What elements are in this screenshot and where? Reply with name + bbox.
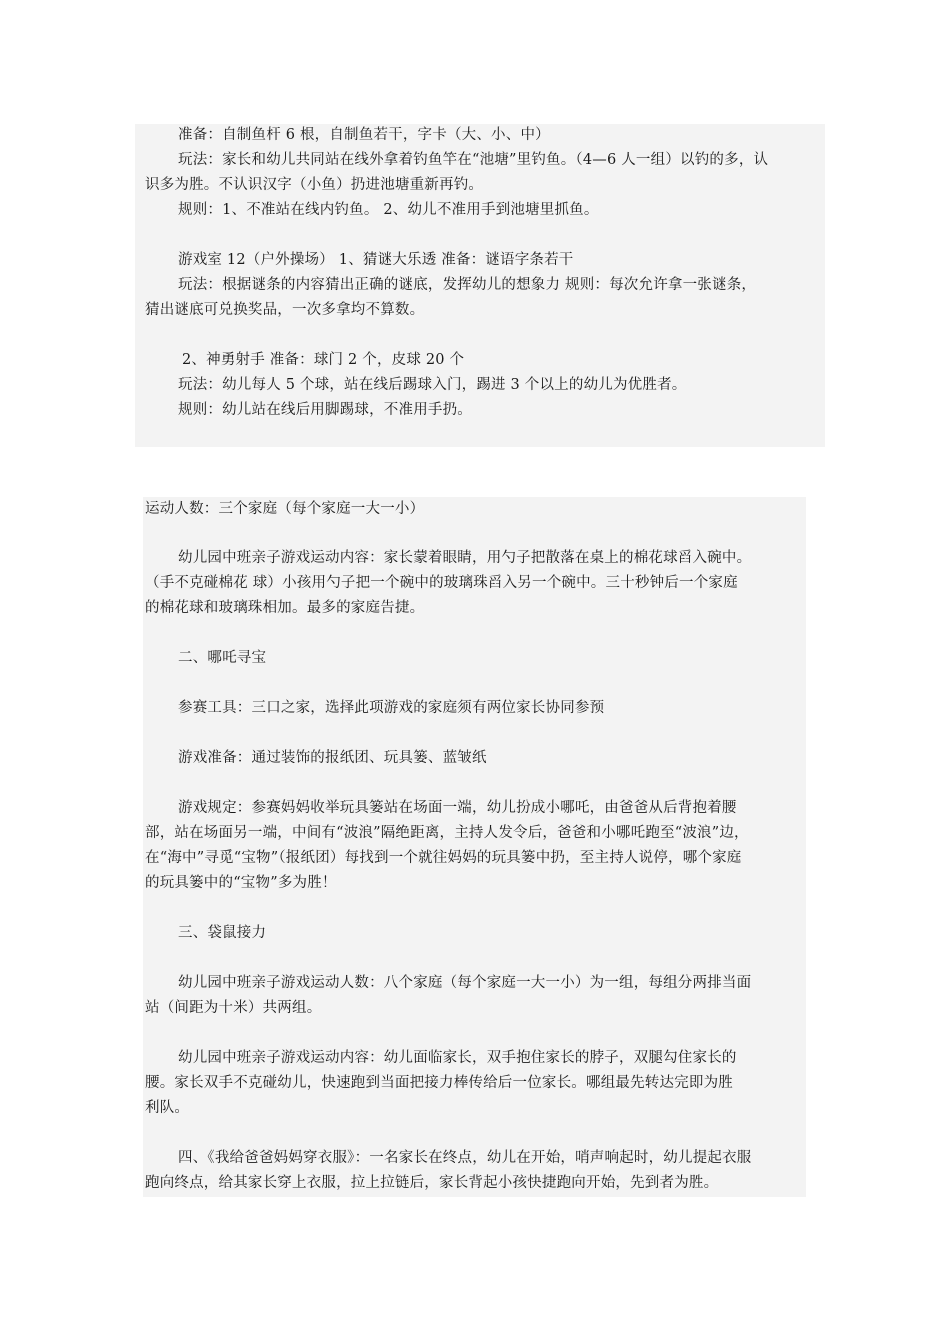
dress-game-line: 四、《我给爸爸妈妈穿衣服》：一名家长在终点，幼儿在开始，哨声响起时，幼儿提起衣服 (178, 1150, 752, 1166)
tools-line: 参赛工具：三口之家，选择此项游戏的家庭须有两位家长协同参预 (178, 700, 605, 716)
game-room-heading: 游戏室 12（户外操场） 1、猜谜大乐透 准备：谜语字条若干 (178, 252, 574, 268)
game-rules-line-cont: 的玩具篓中的“宝物”多为胜！ (145, 875, 337, 891)
dress-game-line-cont: 跑向终点，给其家长穿上衣服，拉上拉链后，家长背起小孩快捷跑向开始，先到者为胜。 (145, 1175, 719, 1191)
section-heading-nezha: 二、哪吒寻宝 (178, 650, 267, 666)
section-heading-kangaroo: 三、袋鼠接力 (178, 925, 267, 941)
kangaroo-content-line-cont: 腰。家长双手不克碰幼儿，快速跑到当面把接力棒传给后一位家长。哪组最先转达完即为胜 (145, 1075, 733, 1091)
kangaroo-participants-line: 幼儿园中班亲子游戏运动人数：八个家庭（每个家庭一大一小）为一组，每组分两排当面 (178, 975, 752, 991)
play-line-cont: 识多为胜。不认识汉字（小鱼）扔进池塘重新再钓。 (145, 177, 484, 193)
prep-line: 准备：自制鱼杆 6 根，自制鱼若干，字卡（大、小、中） (178, 127, 550, 143)
game-prep-line: 游戏准备：通过装饰的报纸团、玩具篓、蓝皱纸 (178, 750, 487, 766)
shooter-heading: 2、神勇射手 准备：球门 2 个，皮球 20 个 (182, 352, 465, 368)
shooter-rules-line: 规则：幼儿站在线后用脚踢球，不准用手扔。 (178, 402, 472, 418)
content-line: 幼儿园中班亲子游戏运动内容：家长蒙着眼睛，用勺子把散落在桌上的棉花球舀入碗中。 (178, 550, 752, 566)
game-rules-line-cont: 在“海中”寻觅“宝物”（报纸团）每找到一个就往妈妈的玩具篓中扔，至主持人说停，哪个家庭 (145, 850, 742, 866)
content-line-cont: （手不克碰棉花 球）小孩用勺子把一个碗中的玻璃珠舀入另一个碗中。三十秒钟后一个家庭 (145, 575, 738, 591)
kangaroo-content-line-cont: 利队。 (145, 1100, 190, 1116)
riddle-play-line-cont: 猜出谜底可兑换奖品，一次多拿均不算数。 (145, 302, 425, 318)
kangaroo-participants-line-cont: 站（间距为十米）共两组。 (145, 1000, 322, 1016)
participants-line: 运动人数：三个家庭（每个家庭一大一小） (145, 501, 425, 517)
game-rules-line-cont: 部，站在场面另一端，中间有“波浪”隔绝距离，主持人发令后，爸爸和小哪吒跑至“波浪”边， (145, 825, 749, 841)
game-rules-line: 游戏规定：参赛妈妈收举玩具篓站在场面一端，幼儿扮成小哪吒，由爸爸从后背抱着腰 (178, 800, 737, 816)
shooter-play-line: 玩法：幼儿每人 5 个球，站在线后踢球入门，踢进 3 个以上的幼儿为优胜者。 (178, 377, 687, 393)
kangaroo-content-line: 幼儿园中班亲子游戏运动内容：幼儿面临家长，双手抱住家长的脖子，双腿勾住家长的 (178, 1050, 737, 1066)
content-line-cont: 的棉花球和玻璃珠相加。最多的家庭告捷。 (145, 600, 425, 616)
rules-line: 规则：1、不准站在线内钓鱼。 2、幼儿不准用手到池塘里抓鱼。 (178, 202, 599, 218)
play-line: 玩法：家长和幼儿共同站在线外拿着钓鱼竿在“池塘”里钓鱼。（4—6 人一组）以钓的多，认 (178, 152, 769, 168)
riddle-play-line: 玩法：根据谜条的内容猜出正确的谜底，发挥幼儿的想象力 规则：每次允许拿一张谜条， (178, 277, 757, 293)
